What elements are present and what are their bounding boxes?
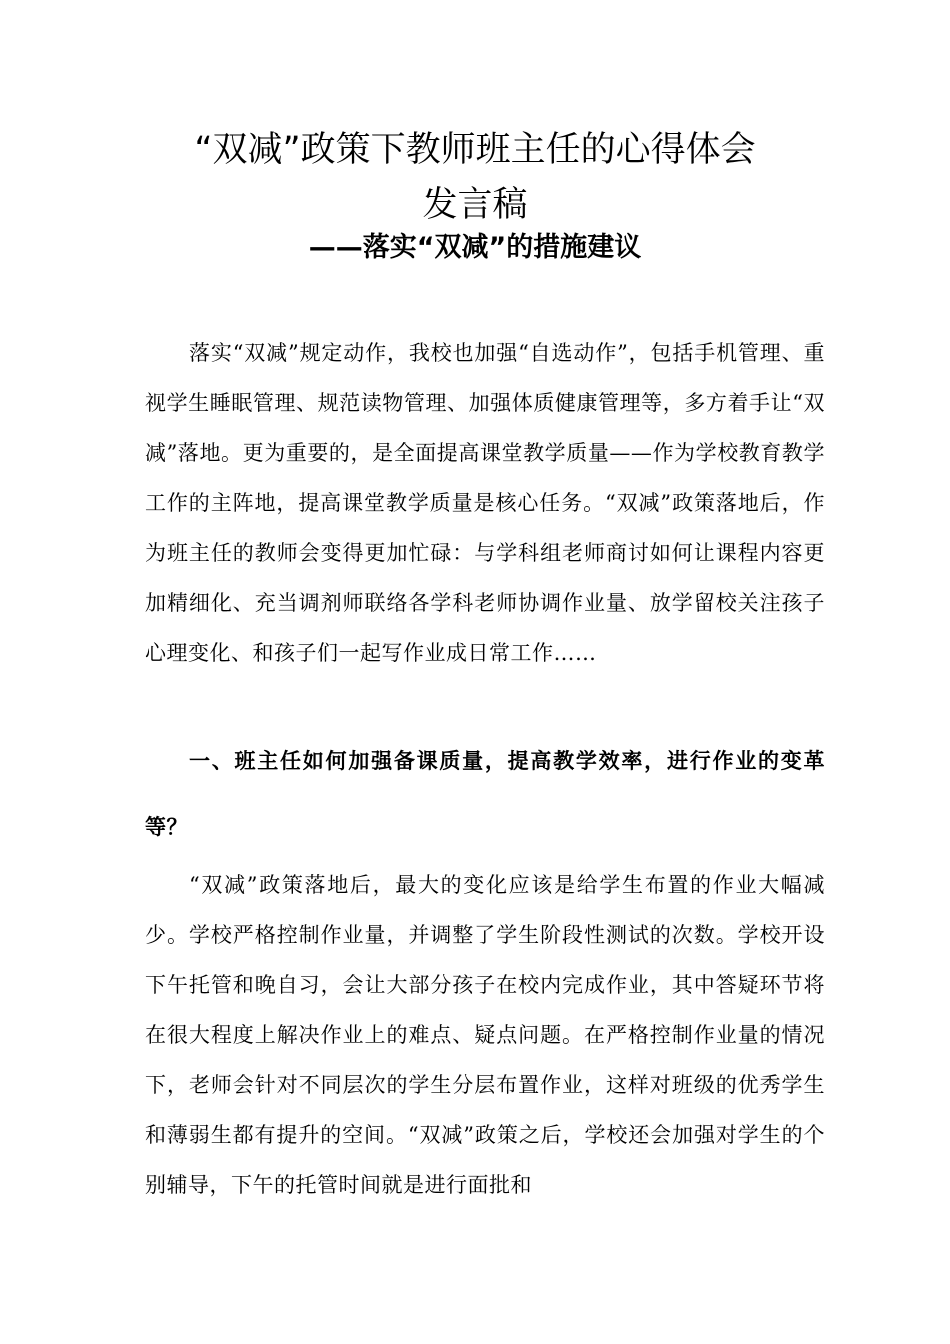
document-subtitle: ——落实“双减”的措施建议 xyxy=(308,232,642,263)
document-title-line2: 发言稿 xyxy=(422,185,528,225)
section-1-paragraph: “双减”政策落地后，最大的变化应该是给学生布置的作业大幅减少。学校严格控制作业量，并调整了学生阶段性测试的次数。学校开设下午托管和晚自习，会让大部分孩子在校内完成作业，其中答疑环节将在很大程度上解决作业上的难点、疑点问题。在严格控制作业量的情况下，老师会针对不同层次的学生分层布置作业，这样对班级的优秀学生和薄弱生都有提升的空间。“双减”政策之后，学校还会加强对学生的个别辅导，下午的托管时间就是进行面批和 xyxy=(145,873,825,1197)
section-heading-1: 一、班主任如何加强备课质量，提高教学效率，进行作业的变革等？ xyxy=(145,749,825,839)
intro-paragraph: 落实“双减”规定动作，我校也加强“自选动作”，包括手机管理、重视学生睡眠管理、规范读物管理、加强体质健康管理等，多方着手让“双减”落地。更为重要的，是全面提高课堂教学质量——作为学校教育教学工作的主阵地，提高课堂教学质量是核心任务。“双减”政策落地后，作为班主任的教师会变得更加忙碌：与学科组老师商讨如何让课程内容更加精细化、充当调剂师联络各学科老师协调作业量、放学留校关注孩子心理变化、和孩子们一起写作业成日常工作…… xyxy=(145,341,825,665)
document-title-line1: “双减”政策下教师班主任的心得体会 xyxy=(194,130,756,170)
